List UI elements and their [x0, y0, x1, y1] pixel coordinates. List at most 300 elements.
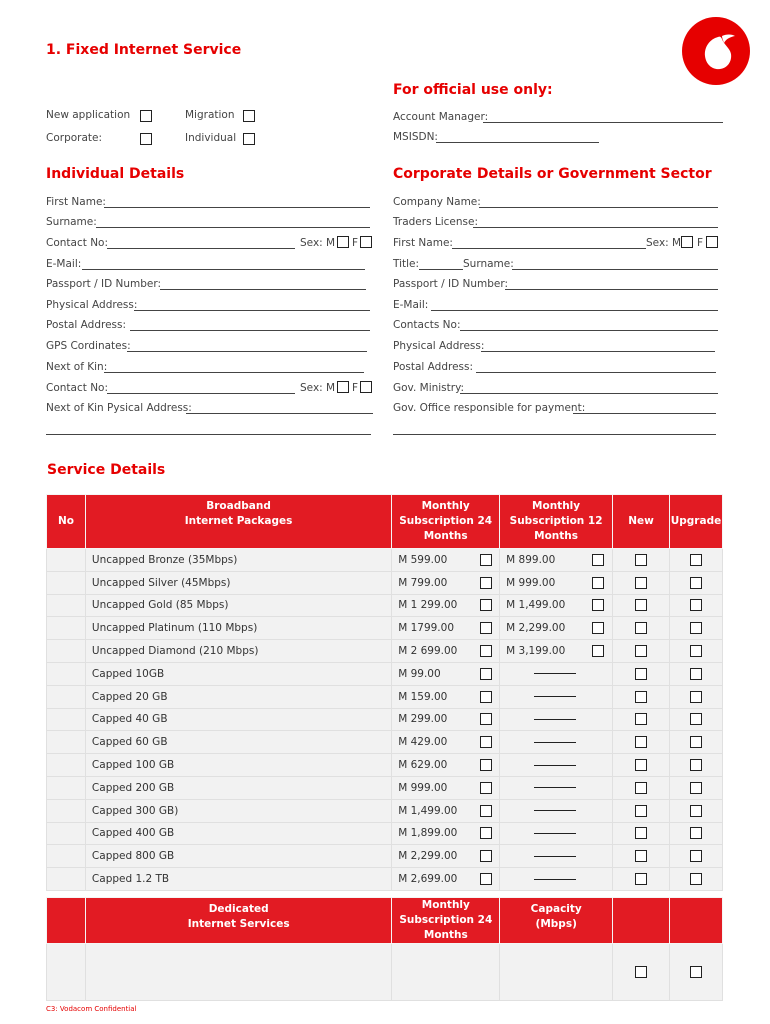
new-application-label: New application [46, 109, 131, 121]
new-checkbox[interactable] [635, 805, 647, 817]
m24-cell [392, 662, 500, 685]
dedicated-capacity-header [500, 898, 613, 944]
new-cell [613, 754, 670, 777]
corp-first-name-label: First Name: [393, 237, 453, 249]
upgrade-checkbox[interactable] [690, 599, 702, 611]
new-application-checkbox[interactable] [140, 110, 152, 122]
m12-header-line-3: Months [534, 530, 579, 542]
ind-passport-field[interactable] [160, 289, 366, 290]
upgrade-checkbox[interactable] [690, 691, 702, 703]
m24-cell [392, 617, 500, 640]
m12-cell [500, 754, 613, 777]
package-name: Capped 200 GB [85, 776, 391, 799]
ind-physical-address-field[interactable] [134, 310, 370, 311]
new-cell [613, 845, 670, 868]
m24-cell [392, 868, 500, 891]
package-name: Capped 20 GB [85, 685, 391, 708]
ind-sex-label: Sex: M [300, 237, 336, 249]
ind-sex-m-checkbox[interactable] [337, 236, 349, 248]
new-checkbox[interactable] [635, 759, 647, 771]
m12-header-line-1: Monthly [532, 500, 581, 512]
upgrade-cell [669, 868, 722, 891]
new-cell [613, 708, 670, 731]
m12-cell [500, 549, 613, 572]
upgrade-checkbox[interactable] [690, 782, 702, 794]
dedicated-m24-line-2: Subscription 24 [399, 914, 493, 926]
m24-cell [392, 845, 500, 868]
package-name: Capped 1.2 TB [85, 868, 391, 891]
new-cell [613, 868, 670, 891]
new-checkbox[interactable] [635, 736, 647, 748]
new-checkbox[interactable] [635, 691, 647, 703]
new-checkbox[interactable] [635, 645, 647, 657]
upgrade-cell [669, 799, 722, 822]
ind-sex-f-checkbox[interactable] [360, 236, 372, 248]
individual-checkbox[interactable] [243, 133, 255, 145]
new-checkbox[interactable] [635, 827, 647, 839]
m12-unavailable-dash [534, 856, 576, 857]
account-manager-label: Account Manager: [393, 111, 489, 123]
upgrade-checkbox[interactable] [690, 554, 702, 566]
dedicated-new-cell [613, 944, 670, 1001]
corp-email-field[interactable] [431, 310, 718, 311]
ind-postal-address-field[interactable] [130, 330, 370, 331]
m12-price: M 899.00 [506, 553, 556, 566]
package-name: Uncapped Gold (85 Mbps) [85, 594, 391, 617]
dedicated-capacity-line-2: (Mbps) [535, 917, 577, 930]
new-cell [613, 822, 670, 845]
m24-cell [392, 754, 500, 777]
corp-gov-ministry-field[interactable] [460, 393, 718, 394]
m12-checkbox[interactable] [592, 599, 604, 611]
table-row [47, 708, 723, 731]
package-name: Capped 800 GB [85, 845, 391, 868]
upgrade-checkbox[interactable] [690, 622, 702, 634]
m24-checkbox[interactable] [480, 736, 492, 748]
ind-next-of-kin-field[interactable] [104, 372, 364, 373]
table-row [47, 549, 723, 572]
m24-checkbox[interactable] [480, 805, 492, 817]
account-manager-field[interactable] [483, 122, 723, 123]
col-m12-header [500, 495, 613, 549]
m12-unavailable-dash [534, 833, 576, 834]
table-row [47, 662, 723, 685]
vodafone-logo [682, 17, 750, 85]
package-name: Capped 40 GB [85, 708, 391, 731]
individual-details-heading: Individual Details [46, 166, 185, 182]
upgrade-checkbox[interactable] [690, 713, 702, 725]
individual-label: Individual [185, 132, 237, 144]
m24-checkbox[interactable] [480, 577, 492, 589]
migration-checkbox[interactable] [243, 110, 255, 122]
m24-checkbox[interactable] [480, 645, 492, 657]
upgrade-checkbox[interactable] [690, 645, 702, 657]
corp-gov-office-field[interactable] [573, 413, 716, 414]
corp-gov-office-field-2[interactable] [393, 434, 716, 435]
upgrade-cell [669, 640, 722, 663]
ind-contact-field[interactable] [107, 248, 295, 249]
new-cell [613, 571, 670, 594]
table-row [47, 845, 723, 868]
row-no-cell [47, 845, 86, 868]
dedicated-m24-header [392, 898, 500, 944]
row-no-cell [47, 731, 86, 754]
row-no-cell [47, 685, 86, 708]
row-no-cell [47, 662, 86, 685]
table-row [47, 776, 723, 799]
m12-cell [500, 868, 613, 891]
package-name: Uncapped Diamond (210 Mbps) [85, 640, 391, 663]
m12-cell [500, 571, 613, 594]
m24-cell [392, 549, 500, 572]
upgrade-cell [669, 571, 722, 594]
corp-contacts-field[interactable] [460, 330, 718, 331]
package-name: Capped 300 GB) [85, 799, 391, 822]
ind-postal-address-label: Postal Address: [46, 319, 127, 331]
upgrade-cell [669, 822, 722, 845]
new-cell [613, 594, 670, 617]
dedicated-new-checkbox[interactable] [635, 966, 647, 978]
upgrade-checkbox[interactable] [690, 668, 702, 680]
m24-price: M 629.00 [398, 759, 448, 772]
corp-traders-license-field[interactable] [473, 227, 718, 228]
corp-passport-field[interactable] [505, 289, 718, 290]
packages-header-line-2: Internet Packages [184, 515, 293, 527]
m24-price: M 999.00 [398, 781, 448, 794]
package-name: Uncapped Silver (45Mbps) [85, 571, 391, 594]
m24-cell [392, 776, 500, 799]
ind-sex-2-f-label: F [352, 382, 359, 394]
new-cell [613, 685, 670, 708]
new-checkbox[interactable] [635, 599, 647, 611]
corporate-details-heading: Corporate Details or Government Sector [393, 166, 712, 182]
upgrade-checkbox[interactable] [690, 736, 702, 748]
ind-first-name-label: First Name: [46, 196, 106, 208]
upgrade-cell [669, 845, 722, 868]
table-row [47, 685, 723, 708]
upgrade-cell [669, 754, 722, 777]
dedicated-upgrade-checkbox[interactable] [690, 966, 702, 978]
col-new-header: New [613, 495, 670, 549]
m24-price: M 2,299.00 [398, 850, 458, 863]
row-no-cell [47, 640, 86, 663]
row-no-cell [47, 594, 86, 617]
corp-gov-ministry-label: Gov. Ministry: [393, 382, 465, 394]
m24-checkbox[interactable] [480, 599, 492, 611]
corp-company-name-field[interactable] [479, 207, 718, 208]
ind-sex-2-f-checkbox[interactable] [360, 381, 372, 393]
m12-price: M 3,199.00 [506, 645, 566, 658]
table-row [47, 640, 723, 663]
msisdn-field[interactable] [436, 142, 599, 143]
col-packages-header [85, 495, 391, 549]
m12-cell [500, 708, 613, 731]
m24-checkbox[interactable] [480, 873, 492, 885]
m12-unavailable-dash [534, 742, 576, 743]
upgrade-checkbox[interactable] [690, 805, 702, 817]
corporate-checkbox[interactable] [140, 133, 152, 145]
ind-nok-address-field[interactable] [186, 413, 373, 414]
corp-postal-address-label: Postal Address: [393, 361, 474, 373]
official-use-heading: For official use only: [393, 82, 553, 98]
m24-price: M 159.00 [398, 690, 448, 703]
new-checkbox[interactable] [635, 782, 647, 794]
corp-company-name-label: Company Name: [393, 196, 481, 208]
m24-price: M 429.00 [398, 736, 448, 749]
m24-price: M 1799.00 [398, 622, 455, 635]
new-checkbox[interactable] [635, 622, 647, 634]
row-no-cell [47, 708, 86, 731]
m12-checkbox[interactable] [592, 554, 604, 566]
m24-checkbox[interactable] [480, 782, 492, 794]
new-cell [613, 731, 670, 754]
dedicated-new-header [613, 898, 670, 944]
m24-checkbox[interactable] [480, 668, 492, 680]
new-checkbox[interactable] [635, 713, 647, 725]
ind-contact-label: Contact No: [46, 237, 109, 249]
corp-title-field[interactable] [419, 269, 463, 270]
upgrade-checkbox[interactable] [690, 759, 702, 771]
new-checkbox[interactable] [635, 577, 647, 589]
m24-checkbox[interactable] [480, 713, 492, 725]
m24-cell [392, 799, 500, 822]
corp-surname-field[interactable] [512, 269, 718, 270]
ind-sex-2-m-checkbox[interactable] [337, 381, 349, 393]
ind-physical-address-label: Physical Address: [46, 299, 138, 311]
m12-unavailable-dash [534, 719, 576, 720]
m12-unavailable-dash [534, 787, 576, 788]
dedicated-m24-cell[interactable] [392, 944, 500, 1001]
table-row [47, 822, 723, 845]
m12-cell [500, 845, 613, 868]
m12-checkbox[interactable] [592, 577, 604, 589]
table-row [47, 731, 723, 754]
m24-checkbox[interactable] [480, 850, 492, 862]
corp-sex-f-label: F [697, 237, 704, 249]
dedicated-services-header [85, 898, 391, 944]
packages-header-line-1: Broadband [206, 500, 271, 512]
upgrade-cell [669, 708, 722, 731]
upgrade-cell [669, 549, 722, 572]
ind-passport-label: Passport / ID Number: [46, 278, 162, 290]
upgrade-cell [669, 731, 722, 754]
new-checkbox[interactable] [635, 850, 647, 862]
m12-cell [500, 662, 613, 685]
dedicated-header-line-1: Dedicated [208, 902, 269, 915]
dedicated-upgrade-header [670, 898, 723, 944]
row-no-cell [47, 754, 86, 777]
new-cell [613, 776, 670, 799]
package-name: Capped 60 GB [85, 731, 391, 754]
upgrade-checkbox[interactable] [690, 827, 702, 839]
ind-contact-2-label: Contact No: [46, 382, 109, 394]
m12-checkbox[interactable] [592, 645, 604, 657]
corp-sex-label: Sex: M [646, 237, 682, 249]
upgrade-checkbox[interactable] [690, 850, 702, 862]
m12-header-line-2: Subscription 12 [509, 515, 603, 527]
row-no-cell [47, 822, 86, 845]
m12-cell [500, 594, 613, 617]
m24-cell [392, 708, 500, 731]
service-packages-table [46, 494, 723, 891]
ind-contact-2-field[interactable] [107, 393, 295, 394]
m24-checkbox[interactable] [480, 622, 492, 634]
m24-price: M 299.00 [398, 713, 448, 726]
corp-passport-label: Passport / ID Number: [393, 278, 509, 290]
m12-unavailable-dash [534, 810, 576, 811]
upgrade-cell [669, 617, 722, 640]
dedicated-upgrade-cell [670, 944, 723, 1001]
m12-cell [500, 617, 613, 640]
m24-price: M 1,899.00 [398, 827, 458, 840]
m24-price: M 599.00 [398, 553, 448, 566]
dedicated-no-cell [47, 944, 86, 1001]
m12-price: M 2,299.00 [506, 622, 566, 635]
dedicated-header-line-2: Internet Services [187, 917, 290, 930]
table-row [47, 571, 723, 594]
new-checkbox[interactable] [635, 554, 647, 566]
corp-sex-f-checkbox[interactable] [706, 236, 718, 248]
m24-cell [392, 640, 500, 663]
package-name: Capped 400 GB [85, 822, 391, 845]
m24-price: M 799.00 [398, 576, 448, 589]
ind-email-field[interactable] [82, 269, 365, 270]
m24-checkbox[interactable] [480, 759, 492, 771]
new-cell [613, 662, 670, 685]
row-no-cell [47, 868, 86, 891]
row-no-cell [47, 571, 86, 594]
m24-header-line-2: Subscription 24 [399, 515, 493, 527]
m12-cell [500, 799, 613, 822]
m24-checkbox[interactable] [480, 827, 492, 839]
m12-price: M 999.00 [506, 576, 556, 589]
ind-sex-f-label: F [352, 237, 359, 249]
m24-price: M 2 699.00 [398, 645, 458, 658]
migration-label: Migration [185, 109, 235, 121]
dedicated-services-table [46, 897, 723, 1001]
m12-cell [500, 731, 613, 754]
corp-physical-address-label: Physical Address: [393, 340, 485, 352]
m12-cell [500, 685, 613, 708]
table-row [47, 594, 723, 617]
new-cell [613, 640, 670, 663]
service-details-heading: Service Details [47, 462, 166, 478]
corporate-label: Corporate: [46, 132, 103, 144]
new-cell [613, 549, 670, 572]
m24-header-line-3: Months [423, 530, 468, 542]
corp-email-label: E-Mail: [393, 299, 429, 311]
col-no-header: No [47, 495, 86, 549]
ind-gps-label: GPS Cordinates: [46, 340, 131, 352]
upgrade-checkbox[interactable] [690, 577, 702, 589]
m24-cell [392, 594, 500, 617]
m24-cell [392, 571, 500, 594]
m24-cell [392, 685, 500, 708]
m24-checkbox[interactable] [480, 554, 492, 566]
new-checkbox[interactable] [635, 668, 647, 680]
upgrade-cell [669, 776, 722, 799]
upgrade-checkbox[interactable] [690, 873, 702, 885]
col-m24-header [392, 495, 500, 549]
corp-contacts-label: Contacts No: [393, 319, 461, 331]
page-title: 1. Fixed Internet Service [46, 42, 242, 58]
upgrade-cell [669, 685, 722, 708]
new-cell [613, 617, 670, 640]
m24-checkbox[interactable] [480, 691, 492, 703]
package-name: Capped 100 GB [85, 754, 391, 777]
dedicated-capacity-line-1: Capacity [530, 902, 582, 915]
m12-cell [500, 640, 613, 663]
ind-first-name-field[interactable] [104, 207, 370, 208]
m12-checkbox[interactable] [592, 622, 604, 634]
m12-unavailable-dash [534, 673, 576, 674]
m12-unavailable-dash [534, 879, 576, 880]
m24-price: M 1,499.00 [398, 804, 458, 817]
row-no-cell [47, 776, 86, 799]
corp-sex-m-checkbox[interactable] [681, 236, 693, 248]
m24-cell [392, 731, 500, 754]
row-no-cell [47, 799, 86, 822]
corp-first-name-field[interactable] [452, 248, 646, 249]
package-name: Uncapped Platinum (110 Mbps) [85, 617, 391, 640]
corp-title-label: Title: [393, 258, 420, 270]
corp-surname-label: Surname: [463, 258, 514, 270]
corp-traders-license-label: Traders License: [393, 216, 478, 228]
ind-sex-2-label: Sex: M [300, 382, 336, 394]
new-cell [613, 799, 670, 822]
m24-price: M 2,699.00 [398, 873, 458, 886]
upgrade-cell [669, 594, 722, 617]
ind-nok-address-label: Next of Kin Pysical Address: [46, 402, 192, 414]
dedicated-service-cell[interactable] [85, 944, 391, 1001]
ind-gps-field[interactable] [127, 351, 367, 352]
col-upgrade-header: Upgrade [669, 495, 722, 549]
ind-surname-field[interactable] [96, 227, 370, 228]
dedicated-no-header [47, 898, 86, 944]
corp-postal-address-field[interactable] [476, 372, 716, 373]
corp-gov-office-label: Gov. Office responsible for payment: [393, 402, 586, 414]
footer-confidential: C3: Vodacom Confidential [46, 1005, 137, 1013]
m12-cell [500, 776, 613, 799]
package-name: Capped 10GB [85, 662, 391, 685]
dedicated-m24-line-3: Months [423, 929, 468, 941]
new-checkbox[interactable] [635, 873, 647, 885]
m24-cell [392, 822, 500, 845]
corp-physical-address-field[interactable] [481, 351, 715, 352]
row-no-cell [47, 549, 86, 572]
m24-price: M 99.00 [398, 667, 441, 680]
row-no-cell [47, 617, 86, 640]
m12-unavailable-dash [534, 696, 576, 697]
m12-cell [500, 822, 613, 845]
m24-header-line-1: Monthly [421, 500, 470, 512]
ind-nok-address-field-2[interactable] [46, 434, 371, 435]
table-row [47, 617, 723, 640]
m12-price: M 1,499.00 [506, 599, 566, 612]
table-row [47, 868, 723, 891]
dedicated-capacity-cell[interactable] [500, 944, 613, 1001]
table-row [47, 754, 723, 777]
m24-price: M 1 299.00 [398, 599, 458, 612]
m12-unavailable-dash [534, 765, 576, 766]
ind-next-of-kin-label: Next of Kin: [46, 361, 108, 373]
ind-email-label: E-Mail: [46, 258, 82, 270]
table-row [47, 799, 723, 822]
package-name: Uncapped Bronze (35Mbps) [85, 549, 391, 572]
ind-surname-label: Surname: [46, 216, 97, 228]
dedicated-m24-line-1: Monthly [421, 899, 470, 911]
upgrade-cell [669, 662, 722, 685]
